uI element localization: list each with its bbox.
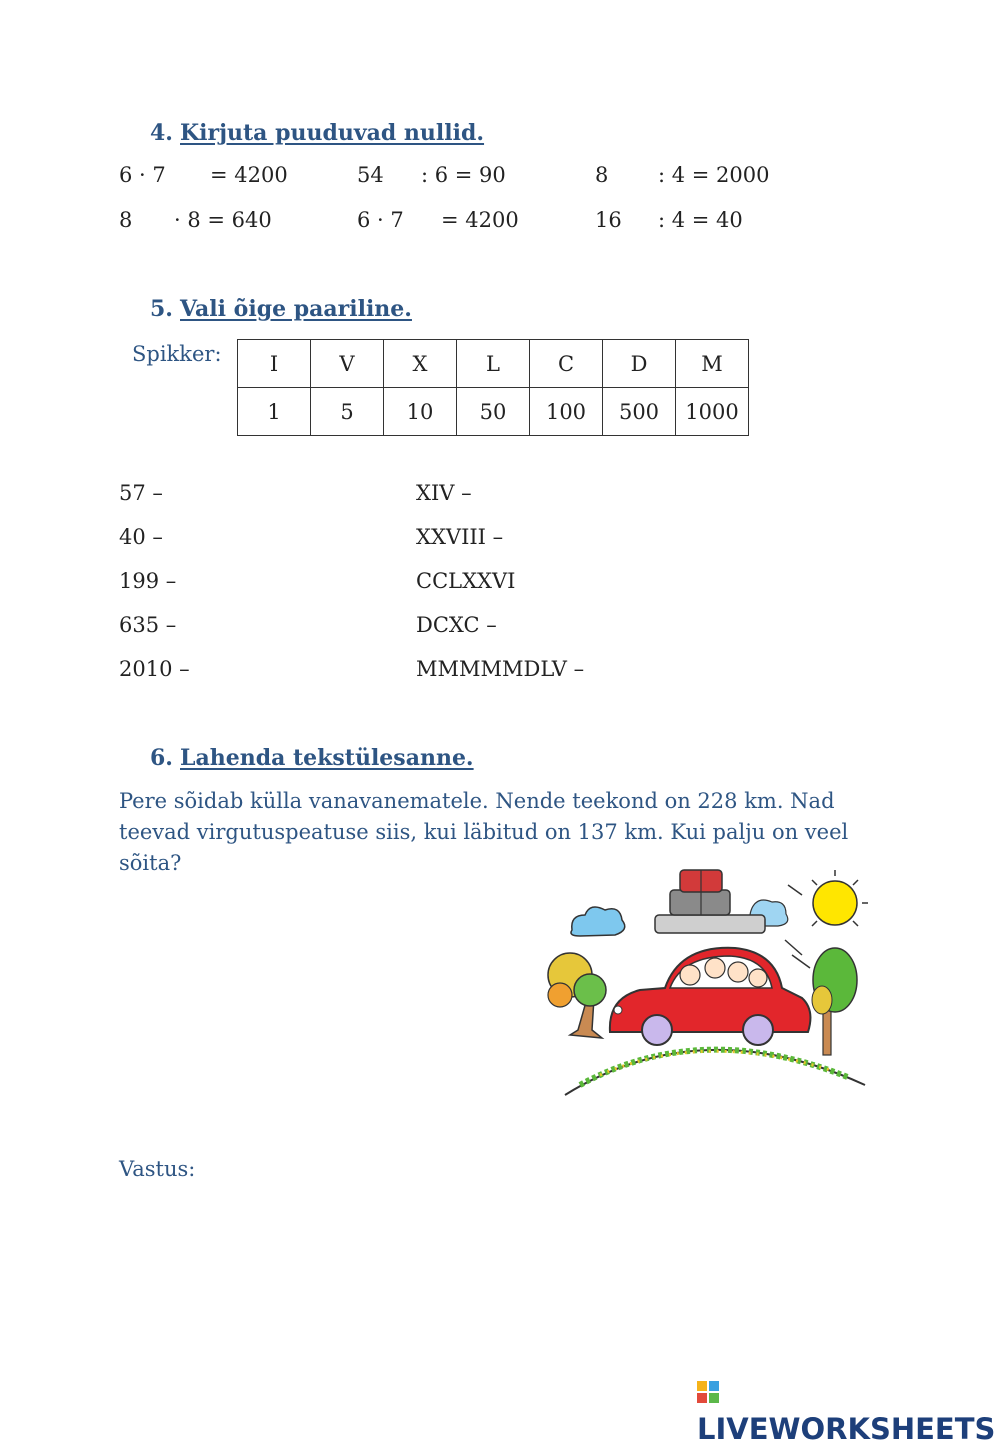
roman-symbol-cell: D bbox=[603, 340, 676, 388]
pair-left-item: 635 – bbox=[119, 613, 177, 637]
suitcase bbox=[670, 890, 730, 915]
family-car-illustration bbox=[530, 860, 875, 1105]
problem-line: teevad virgutuspeatuse siis, kui läbitud on 137 km. Kui palju on veel bbox=[119, 820, 849, 844]
section-6-title: Lahenda tekstülesanne. bbox=[180, 745, 474, 771]
car-rear-wheel bbox=[743, 1015, 773, 1045]
equation-1-3a: 8 bbox=[595, 163, 609, 187]
equation-2-2a: 6 · 7 bbox=[357, 208, 404, 232]
problem-line: sõita? bbox=[119, 851, 182, 875]
passenger-face bbox=[705, 958, 725, 978]
grass-strip bbox=[580, 1050, 850, 1085]
pair-right-item: MMMMMDLV – bbox=[416, 657, 585, 681]
roman-value-cell: 50 bbox=[457, 388, 530, 436]
roman-symbol-cell: L bbox=[457, 340, 530, 388]
section-4-number: 4. bbox=[150, 120, 173, 146]
liveworksheets-logo-text: LIVEWORKSHEETS bbox=[697, 1412, 996, 1446]
equation-1-1a: 6 · 7 bbox=[119, 163, 166, 187]
equation-2-3a: 16 bbox=[595, 208, 622, 232]
sun bbox=[813, 881, 857, 925]
left-tree-crown-3 bbox=[548, 983, 572, 1007]
pair-left-item: 199 – bbox=[119, 569, 177, 593]
equation-2-1b: · 8 = 640 bbox=[174, 208, 272, 232]
roman-symbol-cell: I bbox=[238, 340, 311, 388]
equation-2-3b: : 4 = 40 bbox=[658, 208, 743, 232]
roman-numeral-table bbox=[237, 339, 749, 436]
roman-value-cell: 100 bbox=[530, 388, 603, 436]
section-4-heading bbox=[150, 120, 484, 146]
pair-left-item: 2010 – bbox=[119, 657, 190, 681]
roman-value-cell: 10 bbox=[384, 388, 457, 436]
section-4-title: Kirjuta puuduvad nullid. bbox=[180, 120, 485, 146]
roman-value-cell: 500 bbox=[603, 388, 676, 436]
pair-right-item: DCXC – bbox=[416, 613, 497, 637]
pair-left-item: 57 – bbox=[119, 481, 163, 505]
roman-symbols-row bbox=[238, 340, 749, 388]
section-6-number: 6. bbox=[150, 745, 173, 771]
pair-left-item: 40 – bbox=[119, 525, 163, 549]
left-tree-crown-2 bbox=[574, 974, 606, 1006]
pair-right-item: CCLXXVI bbox=[416, 569, 516, 593]
section-5-title: Vali õige paariline. bbox=[180, 296, 412, 322]
section-5-heading bbox=[150, 296, 412, 322]
cloud bbox=[571, 907, 625, 936]
spikker-label: Spikker: bbox=[132, 342, 222, 366]
equation-1-2a: 54 bbox=[357, 163, 384, 187]
problem-line: Pere sõidab külla vanavanematele. Nende teekond on 228 km. Nad bbox=[119, 789, 835, 813]
roof-rack bbox=[655, 915, 765, 933]
section-5-number: 5. bbox=[150, 296, 173, 322]
roman-values-row bbox=[238, 388, 749, 436]
equation-1-2b: : 6 = 90 bbox=[421, 163, 506, 187]
equation-2-1a: 8 bbox=[119, 208, 133, 232]
equation-1-3b: : 4 = 2000 bbox=[658, 163, 770, 187]
roman-symbol-cell: X bbox=[384, 340, 457, 388]
pair-right-item: XIV – bbox=[416, 481, 472, 505]
passenger-face bbox=[749, 969, 767, 987]
liveworksheets-logo[interactable] bbox=[697, 1378, 1000, 1446]
roman-symbol-cell: V bbox=[311, 340, 384, 388]
answer-label: Vastus: bbox=[119, 1157, 196, 1181]
passenger-face bbox=[680, 965, 700, 985]
section-6-heading bbox=[150, 745, 474, 771]
car-headlight bbox=[614, 1006, 622, 1014]
roman-value-cell: 1 bbox=[238, 388, 311, 436]
right-tree-fruit bbox=[812, 986, 832, 1014]
car-front-wheel bbox=[642, 1015, 672, 1045]
passenger-face bbox=[728, 962, 748, 982]
roman-value-cell: 1000 bbox=[676, 388, 749, 436]
hill-line bbox=[565, 1050, 865, 1095]
pair-right-item: XXVIII – bbox=[416, 525, 504, 549]
equation-1-1b: = 4200 bbox=[210, 163, 288, 187]
roman-value-cell: 5 bbox=[311, 388, 384, 436]
roman-symbol-cell: C bbox=[530, 340, 603, 388]
equation-2-2b: = 4200 bbox=[441, 208, 519, 232]
wind-lines bbox=[785, 885, 810, 968]
liveworksheets-logo-icon bbox=[697, 1381, 719, 1403]
roman-symbol-cell: M bbox=[676, 340, 749, 388]
